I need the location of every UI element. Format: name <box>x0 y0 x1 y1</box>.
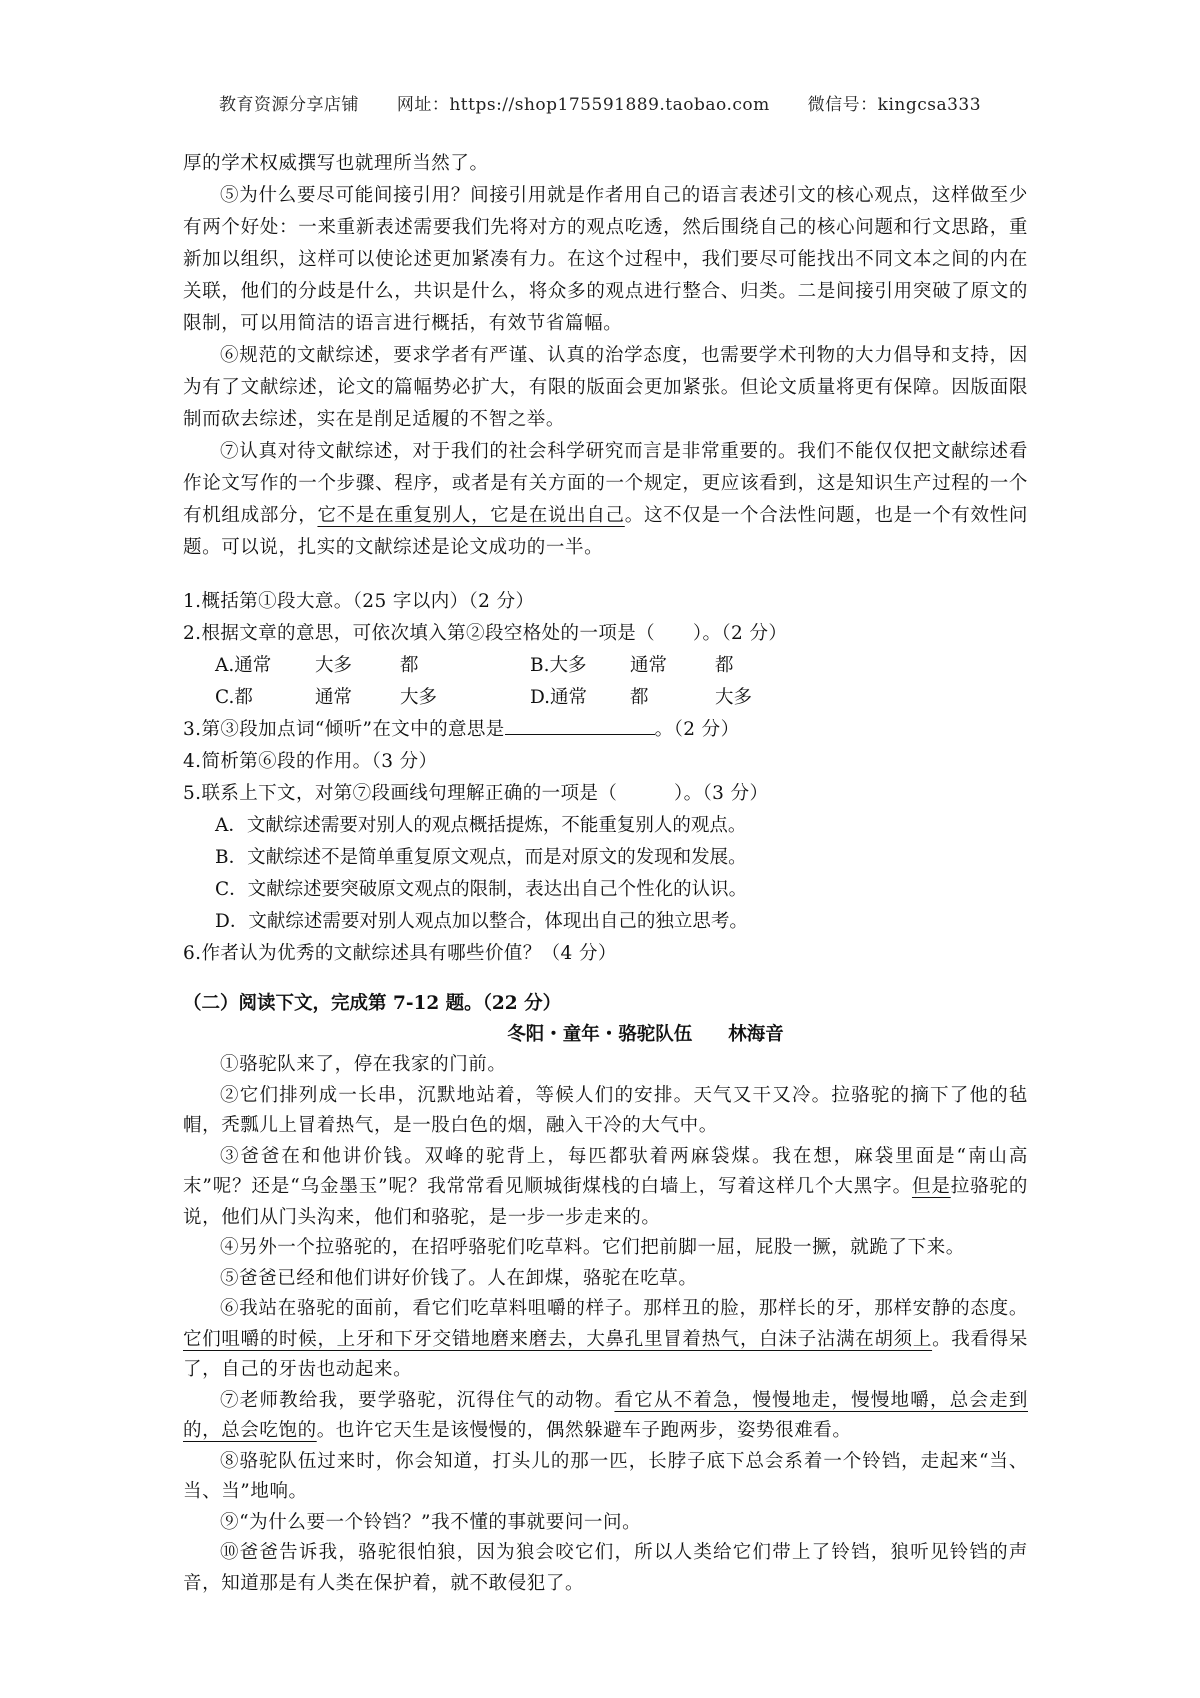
question-5-option-a: A．文献综述需要对别人的观点概括提炼，不能重复别人的观点。 <box>215 815 747 836</box>
paragraph-6: ⑥规范的文献综述，要求学者有严谨、认真的治学态度，也需要学术刊物的大力倡导和支持，因为有了文献综述，论文的篇幅势必扩大，有限的版面会更加紧张。但论文质量将更有保障。因版面限制而砍去综述，实在是削足适履的不智之举。 <box>183 345 1028 430</box>
article-paragraph-4: ④另外一个拉骆驼的，在招呼骆驼们吃草料。它们把前脚一屈，屁股一撅，就跪了下来。 <box>220 1237 965 1258</box>
question-5-option-c: C．文献综述要突破原文观点的限制，表达出自己个性化的认识。 <box>215 879 748 900</box>
article-paragraph-2: ②它们排列成一长串，沉默地站着，等候人们的安排。天气又干又冷。拉骆驼的摘下了他的毡帽，秃瓢儿上冒着热气，是一股白色的烟，融入干冷的大气中。 <box>183 1084 1028 1136</box>
option-cell: D.通常 <box>530 687 588 708</box>
paragraph-continuation: 厚的学术权威撰写也就理所当然了。 <box>183 153 489 174</box>
section-2-heading: （二）阅读下文，完成第 7-12 题。（22 分） <box>183 993 562 1014</box>
option-cell: 大多 <box>715 687 753 708</box>
article-title-text: 冬阳・童年・骆驼队伍 <box>507 1024 693 1045</box>
article-author: 林海音 <box>728 1024 784 1045</box>
option-cell: A.通常 <box>215 655 272 676</box>
article-paragraph-9: ⑨“为什么要一个铃铛？”我不懂的事就要问一问。 <box>220 1511 642 1533</box>
article-paragraph-7 <box>183 1386 1028 1447</box>
option-cell: 都 <box>400 655 419 676</box>
header-url: 网址：https://shop175591889.taobao.com <box>396 95 770 115</box>
option-cell: 都 <box>630 687 649 708</box>
question-5: 5.联系上下文，对第⑦段画线句理解正确的一项是（ ）。（3 分） <box>183 783 769 804</box>
article-paragraph-7-underlined: 看它从不着急，慢慢地走，慢慢地嚼，总会走到的，总会吃饱的 <box>183 1389 1028 1441</box>
question-5-option-d: D．文献综述需要对别人观点加以整合，体现出自己的独立思考。 <box>215 911 748 932</box>
article-paragraph-6-text-a: ⑥我站在骆驼的面前，看它们吃草料咀嚼的样子。那样丑的脸，那样长的牙，那样安静的态度。 <box>220 1298 1028 1319</box>
article-paragraph-10: ⑩爸爸告诉我，骆驼很怕狼，因为狼会咬它们，所以人类给它们带上了铃铛，狼听见铃铛的声音，知道那是有人类在保护着，就不敢侵犯了。 <box>183 1542 1028 1594</box>
article-paragraph-1: ①骆驼队来了，停在我家的门前。 <box>220 1054 507 1075</box>
page-header <box>0 90 1200 115</box>
question-3-text: 3.第③段加点词“倾听”在文中的意思是 <box>183 719 505 740</box>
article-paragraph-6-underlined: 它们咀嚼的时候，上牙和下牙交错地磨来磨去，大鼻孔里冒着热气，白沫子沾满在胡须上 <box>183 1328 933 1350</box>
article-paragraph-3 <box>183 1142 1028 1234</box>
header-wechat: 微信号：kingcsa333 <box>807 95 982 115</box>
question-3-points: 。（2 分） <box>654 719 740 740</box>
question-1: 1.概括第①段大意。（25 字以内）（2 分） <box>183 591 535 612</box>
question-2: 2.根据文章的意思，可依次填入第②段空格处的一项是（ ）。（2 分） <box>183 623 788 644</box>
article-title <box>183 1020 1028 1050</box>
article-paragraph-3-underlined: 但是 <box>911 1176 951 1197</box>
paragraph-7-underlined: 它不是在重复别人，它是在说出自己 <box>317 505 625 526</box>
option-cell: 大多 <box>315 655 353 676</box>
option-cell: 通常 <box>630 655 668 676</box>
paragraph-7 <box>183 436 1028 564</box>
question-2-options-row-2 <box>183 682 1028 714</box>
option-cell: 都 <box>715 655 734 676</box>
document-body <box>183 148 1028 1599</box>
question-5-option-b: B．文献综述不是简单重复原文观点，而是对原文的发现和发展。 <box>215 847 747 868</box>
article-paragraph-7-text-a: ⑦老师教给我，要学骆驼，沉得住气的动物。 <box>220 1389 615 1411</box>
paragraph-5: ⑤为什么要尽可能间接引用？间接引用就是作者用自己的语言表述引文的核心观点，这样做至少有两个好处：一来重新表述需要我们先将对方的观点吃透，然后围绕自己的核心问题和行文思路，重新加以组织，这样可以使论述更加紧凑有力。在这个过程中，我们要尽可能找出不同文本之间的内在关联，他们的分歧是什么，共识是什么，将众多的观点进行整合、归类。二是间接引用突破了原文的限制，可以用简洁的语言进行概括，有效节省篇幅。 <box>183 185 1028 334</box>
question-2-options-row-1 <box>183 650 1028 682</box>
option-cell: B.大多 <box>530 655 587 676</box>
paragraph-7-text-a: ⑦认真对待文献综述，对于我们的社会科学研究而言是非常重要的。我们不能仅仅把文献综述看作论文写作的一个步骤、程序，或者是有关方面的一个规定，更应该看到，这是知识生产过程的一个有机组成部分， <box>183 441 1028 526</box>
article-paragraph-8: ⑧骆驼队伍过来时，你会知道，打头儿的那一匹，长脖子底下总会系着一个铃铛，走起来“当、当、当”地响。 <box>183 1450 1028 1502</box>
answer-blank <box>505 714 655 735</box>
question-3 <box>183 714 1028 746</box>
question-4: 4.简析第⑥段的作用。（3 分） <box>183 751 438 772</box>
article-paragraph-3-text-a: ③爸爸在和他讲价钱。双峰的驼背上，每匹都驮着两麻袋煤。我在想，麻袋里面是“南山高末”呢？还是“乌金墨玉”呢？我常常看见顺城街煤栈的白墙上，写着这样几个大黑字。 <box>183 1145 1028 1197</box>
option-cell: 大多 <box>400 687 438 708</box>
article-paragraph-5: ⑤爸爸已经和他们讲好价钱了。人在卸煤，骆驼在吃草。 <box>220 1267 698 1289</box>
option-cell: 通常 <box>315 687 353 708</box>
question-6: 6.作者认为优秀的文献综述具有哪些价值？（4 分） <box>183 943 617 964</box>
article-paragraph-3-text-b: 拉骆驼的说，他们从门头沟来，他们和骆驼，是一步一步走来的。 <box>183 1176 1028 1228</box>
option-cell: C.都 <box>215 687 253 708</box>
article-paragraph-7-text-b: 。也许它天生是该慢慢的，偶然躲避车子跑两步，姿势很难看。 <box>316 1420 852 1441</box>
article-paragraph-6-text-b: 。我看得呆了，自己的牙齿也动起来。 <box>183 1328 1028 1380</box>
article-paragraph-6 <box>183 1294 1028 1386</box>
header-shop: 教育资源分享店铺 <box>218 95 359 115</box>
paragraph-7-text-b: 。这不仅是一个合法性问题，也是一个有效性问题。可以说，扎实的文献综述是论文成功的一半。 <box>183 505 1028 558</box>
